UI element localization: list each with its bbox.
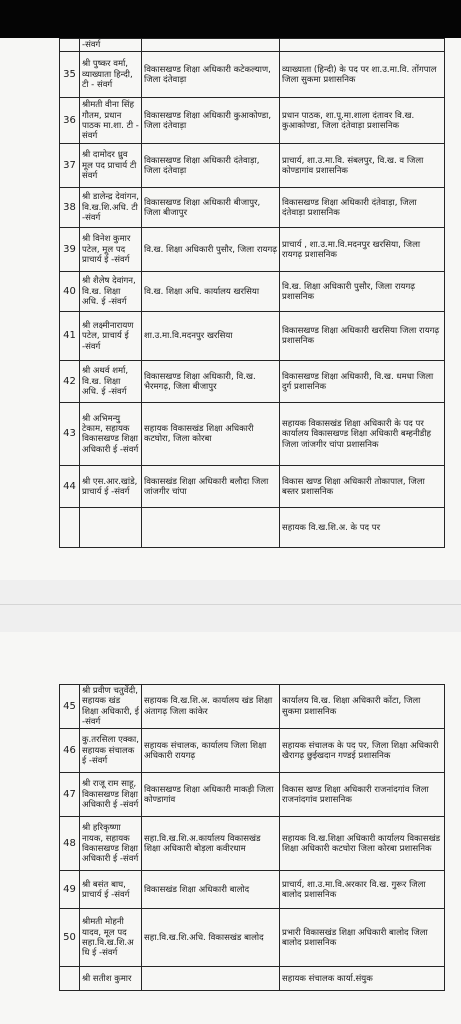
- name-designation-cell: श्री सतीश कुमार: [80, 967, 142, 991]
- table-row-partial-bottom: [60, 967, 445, 991]
- new-post-cell: व्याख्याता (हिन्दी) के पद पर शा.उ.मा.वि. तोंगपाल जिला सुकमा प्रशासनिक: [280, 52, 445, 98]
- top-black-bar: [0, 0, 461, 38]
- serial-number-cell: 40: [60, 272, 80, 312]
- table-row: [60, 466, 445, 508]
- serial-number-cell: 41: [60, 312, 80, 361]
- table-row: [60, 52, 445, 98]
- new-post-cell: प्राचार्य, शा.उ.मा.वि.अरकार वि.ख. गुरूर जिला बालोद प्रशासनिक: [280, 871, 445, 909]
- transfer-table-1: [59, 38, 445, 548]
- serial-number-cell: 42: [60, 361, 80, 403]
- new-post-cell: विकासखण्ड शिक्षा अधिकारी दंतेवाड़ा, जिला दंतेवाड़ा प्रशासनिक: [280, 188, 445, 228]
- serial-number-cell: 44: [60, 466, 80, 508]
- new-post-cell: विकासखण्ड शिक्षा अधिकारी, वि.ख. धमधा जिला दुर्ग प्रशासनिक: [280, 361, 445, 403]
- new-post-cell: प्राचार्य , शा.उ.मा.वि.मदनपुर खरसिया, जिला रायगढ़ प्रशासनिक: [280, 228, 445, 272]
- current-post-cell: विकासखंड शिक्षा अधिकारी बालोद: [142, 871, 280, 909]
- new-post-cell: सहायक वि.ख.शि.अ. के पद पर: [280, 508, 445, 548]
- name-designation-cell: श्री शैलेष देवांगन, वि.ख. शिक्षा अधि. ई -संवर्ग: [80, 272, 142, 312]
- current-post-cell: [142, 967, 280, 991]
- table-row: [60, 817, 445, 871]
- table-row: [60, 685, 445, 729]
- table-row: [60, 871, 445, 909]
- new-post-cell: सहायक वि.ख.शिक्षा अधिकारी कार्यालय विकासखंड शिक्षा अधिकारी कटघोरा जिला कोरबा प्रशासनिक: [280, 817, 445, 871]
- serial-number-cell: [60, 967, 80, 991]
- current-post-cell: विकासखण्ड शिक्षा अधिकारी कुआकोण्डा, जिला दंतेवाड़ा: [142, 98, 280, 144]
- serial-number-cell: 49: [60, 871, 80, 909]
- table-row-partial-bottom: [60, 508, 445, 548]
- name-designation-cell: श्री प्रवीण चतुर्वेदी, सहायक खंड शिक्षा अधिकारी, ई -संवर्ग: [80, 685, 142, 729]
- new-post-cell: विकासखण्ड शिक्षा अधिकारी खरसिया जिला रायगढ़ प्रशासनिक: [280, 312, 445, 361]
- new-post-cell: सहायक संचालक के पद पर, जिला शिक्षा अधिकारी खैरागढ़ छुईखदान गण्डई प्रशासनिक: [280, 729, 445, 773]
- current-post-cell: वि.ख. शिक्षा अधि. कार्यालय खरसिया: [142, 272, 280, 312]
- new-post-cell: सहायक विकासखंड शिक्षा अधिकारी के पद पर कार्यालय विकासखण्ड शिक्षा अधिकारी बम्हनीडीह जिला जांजगीर चांपा प्रशासनिक: [280, 403, 445, 466]
- serial-number-cell: 43: [60, 403, 80, 466]
- name-designation-cell: श्रीमती मोहनी यादव, मूल पद सहा.वि.ख.शि.अधि ई -संवर्ग: [80, 909, 142, 967]
- document-page-1: [0, 38, 461, 580]
- table-row: [60, 144, 445, 188]
- new-post-cell: विकास खण्ड शिक्षा अधिकारी तोकापाल, जिला बस्तर प्रशासनिक: [280, 466, 445, 508]
- current-post-cell: [142, 508, 280, 548]
- current-post-cell: वि.ख. शिक्षा अधिकारी पुसौर, जिला रायगढ़: [142, 228, 280, 272]
- transfer-table-2: [59, 684, 445, 991]
- table-row: [60, 773, 445, 817]
- serial-number-cell: 45: [60, 685, 80, 729]
- table-row-partial-top: [60, 39, 445, 52]
- serial-number-cell: 35: [60, 52, 80, 98]
- current-post-cell: सहायक संचालक, कार्यालय जिला शिक्षा अधिकारी रायगढ़: [142, 729, 280, 773]
- page-gap: [0, 580, 461, 632]
- current-post-cell: सहा.वि.ख.शि.अधि. विकासखंड बालोद: [142, 909, 280, 967]
- name-designation-cell: श्री अभिमन्यु टेकाम, सहायक विकासखण्ड शिक्षा अधिकारी ई -संवर्ग: [80, 403, 142, 466]
- serial-number-cell: 48: [60, 817, 80, 871]
- current-post-cell: विकासखण्ड शिक्षा अधिकारी कटेकल्याण, जिला दंतेवाड़ा: [142, 52, 280, 98]
- name-designation-cell: श्री लक्ष्मीनारायण पटेल, प्राचार्य ई -संवर्ग: [80, 312, 142, 361]
- page-divider: [0, 604, 461, 605]
- document-page-2: [0, 632, 461, 1024]
- table-row: [60, 403, 445, 466]
- name-designation-cell: श्री राजू राम साहू, विकासखण्ड शिक्षा अधिकारी ई -संवर्ग: [80, 773, 142, 817]
- serial-number-cell: 46: [60, 729, 80, 773]
- name-designation-cell: श्री दामोदर ध्रुव मूल पद प्राचार्य टी संवर्ग: [80, 144, 142, 188]
- new-post-cell: विकास खण्ड शिक्षा अधिकारी राजनांदगांव जिला राजनांदगांव प्रशासनिक: [280, 773, 445, 817]
- name-designation-cell: श्री अथर्व शर्मा, वि.ख. शिक्षा अधि. ई -संवर्ग: [80, 361, 142, 403]
- current-post-cell: विकासखण्ड शिक्षा अधिकारी बीजापुर, जिला बीजापुर: [142, 188, 280, 228]
- serial-number-cell: 38: [60, 188, 80, 228]
- table-row: [60, 909, 445, 967]
- serial-number-cell: 50: [60, 909, 80, 967]
- name-cell: -संवर्ग: [80, 39, 142, 52]
- name-designation-cell: कु.तरसिला एक्का, सहायक संचालक ई -संवर्ग: [80, 729, 142, 773]
- table-row: [60, 312, 445, 361]
- current-post-cell: विकासखण्ड शिक्षा अधिकारी माकड़ी जिला कोण्डागांव: [142, 773, 280, 817]
- current-post-cell: विकासखंड शिक्षा अधिकारी बलौदा जिला जांजगीर चांपा: [142, 466, 280, 508]
- serial-number-cell: 36: [60, 98, 80, 144]
- name-designation-cell: श्री हरिकृष्णा नायक, सहायक विकासखण्ड शिक्षा अधिकारी ई -संवर्ग: [80, 817, 142, 871]
- serial-number-cell: 47: [60, 773, 80, 817]
- table-row: [60, 361, 445, 403]
- new-post-cell: वि.ख. शिक्षा अधिकारी पुसौर, जिला रायगढ़ प्रशासनिक: [280, 272, 445, 312]
- table-row: [60, 272, 445, 312]
- name-designation-cell: श्री डालेन्द्र देवांगन, वि.ख.शि.अधि. टी -संवर्ग: [80, 188, 142, 228]
- table-row: [60, 228, 445, 272]
- current-post-cell: विकासखण्ड शिक्षा अधिकारी दंतेवाड़ा, जिला दंतेवाड़ा: [142, 144, 280, 188]
- table-row: [60, 188, 445, 228]
- name-designation-cell: श्रीमती वीना सिंह गौतम, प्रधान पाठक मा.शा. टी - संवर्ग: [80, 98, 142, 144]
- current-post-cell: सहायक वि.ख.शि.अ. कार्यालय खंड शिक्षा अंतागढ़ जिला कांकेर: [142, 685, 280, 729]
- current-post-cell: सहायक विकासखंड शिक्षा अधिकारी कटघोरा, जिला कोरबा: [142, 403, 280, 466]
- name-designation-cell: [80, 508, 142, 548]
- new-post-cell: प्रभारी विकासखंड शिक्षा अधिकारी बालोद जिला बालोद प्रशासनिक: [280, 909, 445, 967]
- name-designation-cell: श्री एस.आर.खांडे, प्राचार्य ई -संवर्ग: [80, 466, 142, 508]
- new-post-cell: प्रधान पाठक, शा.पू.मा.शाला दंतावर वि.ख. कुआकोण्डा, जिला दंतेवाड़ा प्रशासनिक: [280, 98, 445, 144]
- name-designation-cell: श्री बसंत बाघ, प्राचार्य ई -संवर्ग: [80, 871, 142, 909]
- name-designation-cell: श्री विनेश कुमार पटेल, मूल पद प्राचार्य ई -संवर्ग: [80, 228, 142, 272]
- current-post-cell: सहा.वि.ख.शि.अ.कार्यालय विकासखंड शिक्षा अधिकारी बोड़ला कवीरधाम: [142, 817, 280, 871]
- new-post-cell: प्राचार्य, शा.उ.मा.वि. संबलपुर, वि.ख. व जिला कोण्डागांव प्रशासनिक: [280, 144, 445, 188]
- serial-number-cell: [60, 508, 80, 548]
- current-post-cell: विकासखण्ड शिक्षा अधिकारी, वि.ख. भैरमगढ़, जिला बीजापुर: [142, 361, 280, 403]
- table-row: [60, 98, 445, 144]
- name-designation-cell: श्री पुष्कर वर्मा, व्याख्याता हिन्दी, टी - संवर्ग: [80, 52, 142, 98]
- current-post-cell: शा.उ.मा.वि.मदनपुर खरसिया: [142, 312, 280, 361]
- table-row: [60, 729, 445, 773]
- new-post-cell: कार्यालय वि.ख. शिक्षा अधिकारी कोंटा, जिला सुकमा प्रशासनिक: [280, 685, 445, 729]
- serial-number-cell: 39: [60, 228, 80, 272]
- new-post-cell: सहायक संचालक कार्या.संयुक: [280, 967, 445, 991]
- serial-number-cell: 37: [60, 144, 80, 188]
